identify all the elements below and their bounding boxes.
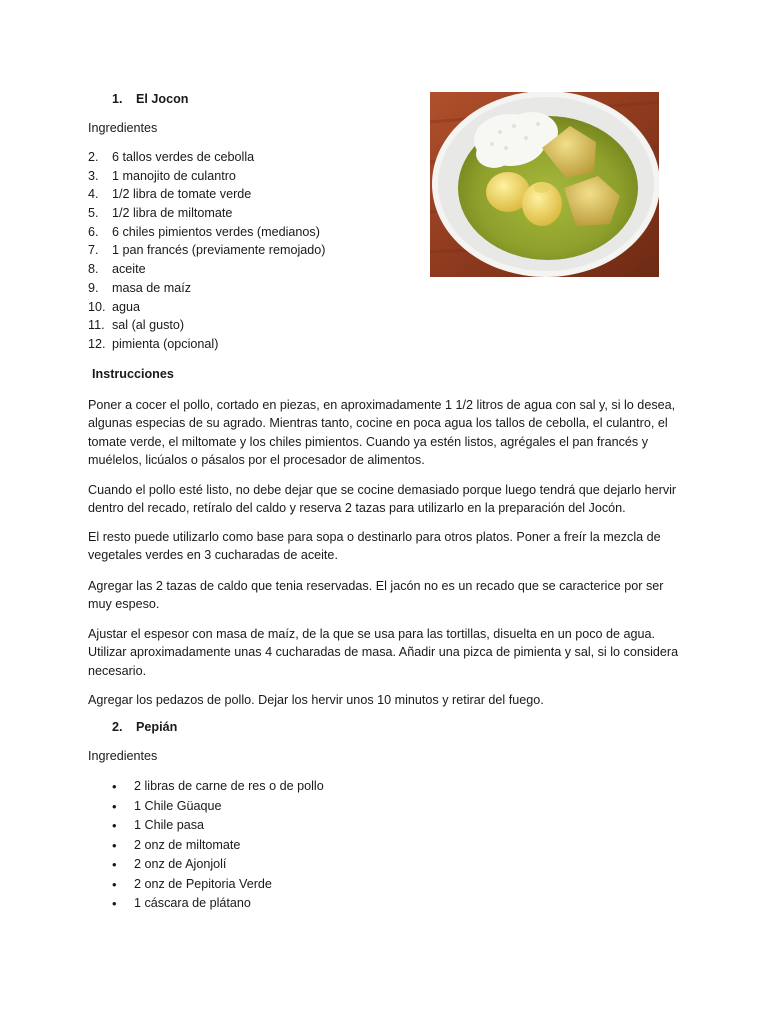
instruction-paragraph: Ajustar el espesor con masa de maíz, de la que se usa para las tortillas, disuelta en un poco de agua. Utilizar aproximadamente unas 4 cucharadas de masa. Añadir una pizca de pimienta y sal, si lo considera necesario. xyxy=(88,627,679,678)
instruction-paragraph: Cuando el pollo esté listo, no debe dejar que se cocine demasiado porque luego tendrá que dejarlo hervir dentro del recado, retíralo del caldo y reserva 2 tazas para utilizarlo en la preparación del Jocón. xyxy=(88,483,677,516)
jocon-dish-photo xyxy=(430,92,659,277)
recipe-2-title: Pepián xyxy=(136,720,178,734)
recipe-1-title: El Jocon xyxy=(136,92,189,106)
instruction-paragraph: Agregar las 2 tazas de caldo que tenia reservadas. El jacón no es un recado que se caracterice por ser muy espeso. xyxy=(88,579,664,612)
recipe-1-instructions-label: Instrucciones xyxy=(92,367,174,381)
instruction-paragraph: Poner a cocer el pollo, cortado en piezas, en aproximadamente 1 1/2 litros de agua con sal y, si lo desea, algunas especias de su agrado. Mientras tanto, cocine en poca agua los tallos de cebolla, el culantro, el tomate verde, el miltomate y los chiles pimientos. Cuando ya estén listos, agrégales el pan francés y muélelos, licúalos o pásalos por el procesador de alimentos. xyxy=(88,398,676,467)
recipe-1-ingredients-label: Ingredientes xyxy=(88,121,158,135)
instruction-paragraph: Agregar los pedazos de pollo. Dejar los hervir unos 10 minutos y retirar del fuego. xyxy=(88,693,544,707)
dish-illustration xyxy=(430,92,659,277)
recipe-1-number: 1. xyxy=(112,92,123,106)
recipe-2-number: 2. xyxy=(112,720,123,734)
recipe-2-ingredients-label: Ingredientes xyxy=(88,749,158,763)
instruction-paragraph: El resto puede utilizarlo como base para sopa o destinarlo para otros platos. Poner a freír la mezcla de vegetales verdes en 3 cucharadas de aceite. xyxy=(88,530,661,563)
document-page: 1. El Jocon Ingredientes 2. 6 tallos verdes de cebolla 3. 1 manojito de culantro 4. 1/2 libra de tomate verde 5. 1/2 libra de miltomate 6. 6 chiles pimientos verdes (medianos) 7. 1 pan francés (previamente remojado) 8. aceite 9. masa de maíz 10. agua 11. sal (al gusto) 12. pimienta (opcional) Instrucciones Poner a cocer el pollo, cortado en piezas, en aproximadamente 1 1/2 litros de agua con sal y, si lo desea, algunas especias de su agrado. Mientras tanto, cocine en poca agua los tallos de cebolla, el culantro, el tomate verde, el miltomate y los chiles pimientos. Cuando ya estén listos, agrégales el pan francés y muélelos, licúalos o pásalos por el procesador de alimentos. Cuando el pollo esté listo, no debe dejar que se cocine demasiado porque luego tendrá que dejarlo hervir dentro del recado, retíralo del caldo y reserva 2 tazas para utilizarlo en la preparación del Jocón. El resto puede utilizarlo como base para sopa o destinarlo para otros platos. Poner a freír la mezcla de vegetales verdes en 3 cucharadas de aceite. Agregar las 2 tazas de caldo que tenia reservadas. El jacón no es un recado que se caracterice por ser muy espeso. Ajustar el espesor con masa de maíz, de la que se usa para las tortillas, disuelta en un poco de agua. Utilizar aproximadamente unas 4 cucharadas de masa. Añadir una pizca de pimienta y sal, si lo considera necesario. Agregar los pedazos de pollo. Dejar los hervir unos 10 minutos y retirar del fuego. 2. Pepián Ingredientes • 2 libras de carne de res o de pollo • 1 Chile Güaque • 1 Chile pasa • 2 onz de miltomate • 2 onz de Ajonjolí • 2 onz de Pepitoria Verde • 1 cáscara de plátano xyxy=(0,0,768,1024)
